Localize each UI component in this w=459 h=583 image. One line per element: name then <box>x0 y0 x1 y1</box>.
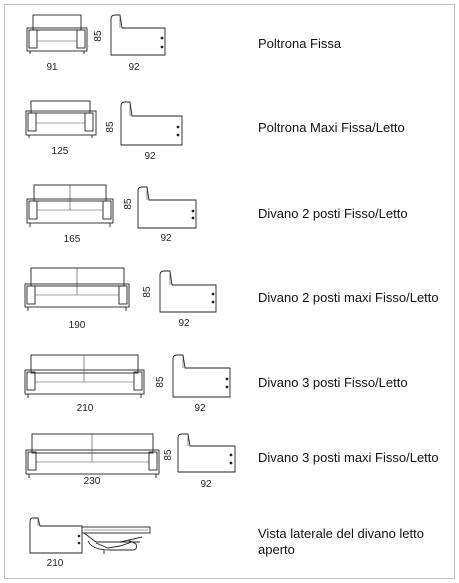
side-depth-label: 92 <box>160 233 172 244</box>
front-width-label: 125 <box>51 146 69 157</box>
front-view <box>26 434 159 478</box>
item-row <box>0 430 459 510</box>
front-width-label: 210 <box>76 403 94 414</box>
side-view <box>138 187 196 228</box>
open-bed-name: Vista laterale del divano letto aperto <box>258 526 424 557</box>
side-view <box>160 271 216 312</box>
item-name: Divano 2 posti Fisso/Letto <box>258 206 408 221</box>
side-depth-label: 92 <box>200 479 212 490</box>
front-width-label: 190 <box>68 320 86 331</box>
item-row <box>0 90 459 180</box>
item-name: Divano 3 posti Fisso/Letto <box>258 375 408 390</box>
item-drawings <box>0 0 459 90</box>
height-label: 85 <box>142 286 153 298</box>
item-name: Divano 2 posti maxi Fisso/Letto <box>258 290 439 305</box>
item-name: Poltrona Fissa <box>258 36 342 51</box>
side-depth-label: 92 <box>178 318 190 329</box>
side-view <box>121 102 182 145</box>
height-label: 85 <box>93 30 104 42</box>
open-bed-length-label: 210 <box>46 558 64 569</box>
item-row <box>0 265 459 350</box>
height-label: 85 <box>105 121 116 133</box>
front-view <box>27 15 87 54</box>
item-name: Divano 3 posti maxi Fisso/Letto <box>258 450 439 465</box>
side-view <box>173 355 230 397</box>
height-label: 85 <box>155 376 166 388</box>
front-width-label: 165 <box>63 234 81 245</box>
side-view <box>178 434 235 472</box>
open-bed-row <box>0 510 459 580</box>
front-view <box>26 101 96 138</box>
front-view <box>25 268 129 311</box>
front-width-label: 91 <box>46 62 58 73</box>
height-label: 85 <box>123 198 134 210</box>
item-row <box>0 350 459 430</box>
item-drawings <box>0 265 459 350</box>
item-drawings <box>0 180 459 265</box>
item-drawings <box>0 430 459 510</box>
side-view <box>111 15 165 55</box>
open-bed-side-view <box>30 518 150 554</box>
front-view <box>25 355 144 398</box>
item-row <box>0 180 459 265</box>
front-view <box>27 185 113 227</box>
item-name: Poltrona Maxi Fissa/Letto <box>258 120 405 135</box>
side-depth-label: 92 <box>194 403 206 414</box>
side-depth-label: 92 <box>144 151 156 162</box>
side-depth-label: 92 <box>128 62 140 73</box>
item-row <box>0 0 459 90</box>
height-label: 85 <box>163 449 174 461</box>
front-width-label: 230 <box>83 476 101 487</box>
